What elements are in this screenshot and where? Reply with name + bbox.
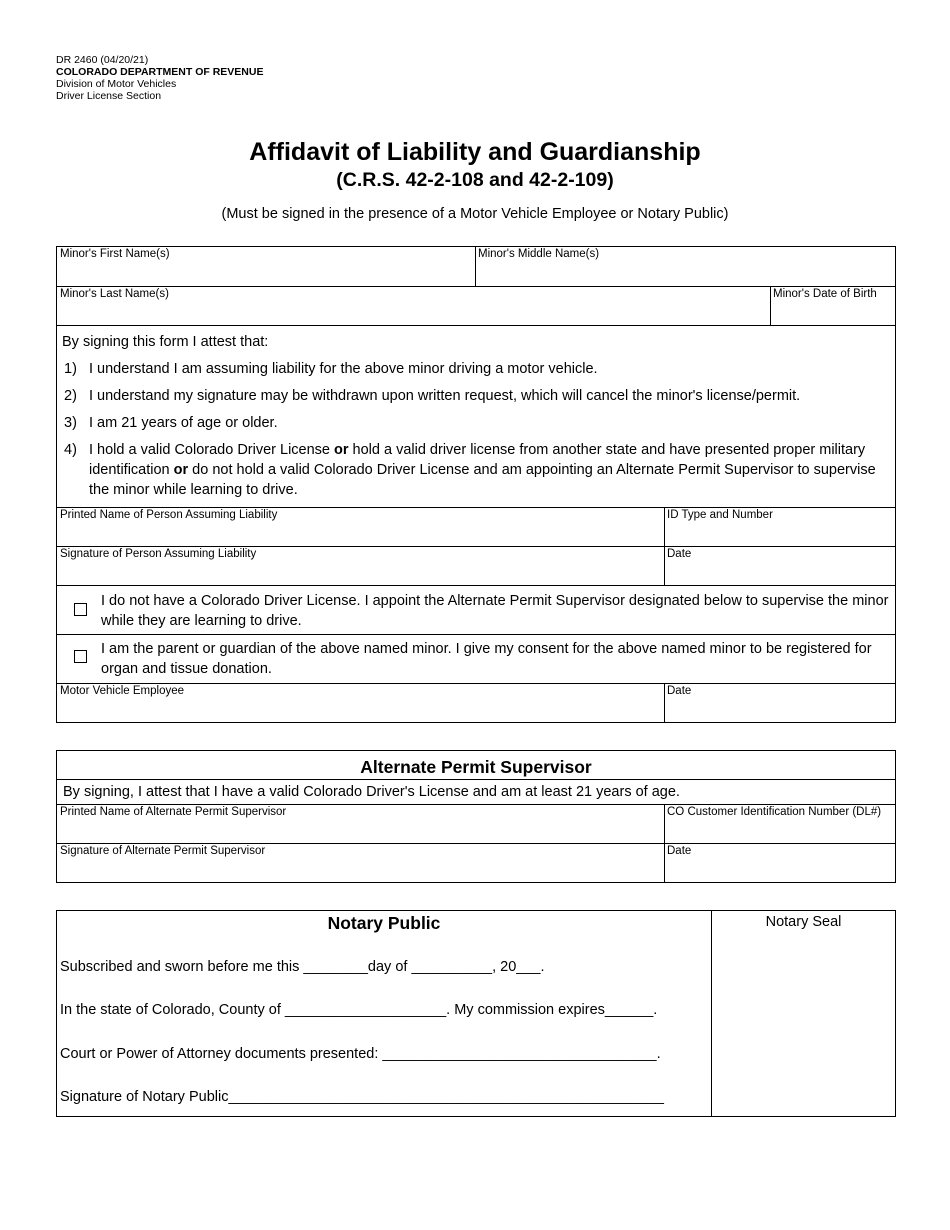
supervisor-attest: By signing, I attest that I have a valid Colorado Driver's License and am at least 21 years of age. xyxy=(63,784,680,800)
attest-item-number: 2) xyxy=(64,388,77,404)
minor-middle-name-label: Minor's Middle Name(s) xyxy=(478,248,600,260)
minor-last-name-label: Minor's Last Name(s) xyxy=(60,288,169,300)
notary-sworn-line[interactable]: Subscribed and sworn before me this ________day of __________, 20___. xyxy=(60,959,545,975)
attest-item: I understand my signature may be withdrawn upon written request, which will cancel the minor's license/permit. xyxy=(89,388,801,404)
id-type-number-field[interactable] xyxy=(664,508,895,546)
attest-item-number: 1) xyxy=(64,361,77,377)
attest-item-number: 4) xyxy=(64,442,77,458)
form-header xyxy=(56,54,263,102)
minor-dob-field[interactable] xyxy=(770,287,895,325)
supervisor-title: Alternate Permit Supervisor xyxy=(360,757,592,777)
minor-dob-label: Minor's Date of Birth xyxy=(773,288,877,300)
statute-reference: (C.R.S. 42-2-108 and 42-2-109) xyxy=(336,169,614,191)
motor-vehicle-employee-label: Motor Vehicle Employee xyxy=(60,685,185,697)
attest-item-number: 3) xyxy=(64,415,77,431)
supervisor-date-field[interactable] xyxy=(664,844,895,882)
page-title: Affidavit of Liability and Guardianship xyxy=(249,138,701,166)
division-name: Division of Motor Vehicles xyxy=(56,78,177,90)
notary-county-line[interactable]: In the state of Colorado, County of ____________________. My commission expires______. xyxy=(60,1002,658,1018)
liability-printed-name-label: Printed Name of Person Assuming Liability xyxy=(60,509,278,521)
supervisor-printed-name-field[interactable] xyxy=(57,805,664,843)
liability-signature-field[interactable] xyxy=(57,547,664,585)
section-name: Driver License Section xyxy=(56,90,162,102)
notary-seal-label: Notary Seal xyxy=(765,914,842,930)
supervisor-signature-field[interactable] xyxy=(57,844,664,882)
supervisor-date-label: Date xyxy=(667,845,692,857)
form-code: DR 2460 (04/20/21) xyxy=(56,54,149,66)
employee-date-field[interactable] xyxy=(664,684,895,722)
attest-item: I understand I am assuming liability for the above minor driving a motor vehicle. xyxy=(89,361,598,377)
notary-title: Notary Public xyxy=(327,913,441,933)
employee-date-label: Date xyxy=(667,685,692,697)
customer-id-number-field[interactable] xyxy=(664,805,895,843)
alternate-supervisor-section xyxy=(56,750,896,883)
signing-instruction: (Must be signed in the presence of a Motor Vehicle Employee or Notary Public) xyxy=(221,206,729,222)
motor-vehicle-employee-field[interactable] xyxy=(57,684,664,722)
minor-last-name-field[interactable] xyxy=(57,287,770,325)
attest-item: I hold a valid Colorado Driver License or hold a valid driver license from another state and have presented proper military identification or do not hold a valid Colorado Driver License and am appointing an Alternate Permit Supervisor to supervise the minor while learning to drive. xyxy=(89,442,876,498)
no-license-checkbox[interactable] xyxy=(74,603,87,616)
supervisor-printed-name-label: Printed Name of Alternate Permit Supervisor xyxy=(60,806,287,818)
liability-printed-name-field[interactable] xyxy=(57,508,664,546)
minor-first-name-label: Minor's First Name(s) xyxy=(60,248,170,260)
notary-section xyxy=(56,910,896,1117)
minor-first-name-field[interactable] xyxy=(57,247,475,286)
department-name: COLORADO DEPARTMENT OF REVENUE xyxy=(56,66,264,78)
organ-consent-text: I am the parent or guardian of the above named minor. I give my consent for the above named minor to be registered for organ and tissue donation. xyxy=(101,641,872,677)
notary-documents-line[interactable]: Court or Power of Attorney documents presented: __________________________________. xyxy=(60,1046,661,1062)
customer-id-number-label: CO Customer Identification Number (DL#) xyxy=(667,806,882,818)
no-license-text: I do not have a Colorado Driver License. I appoint the Alternate Permit Supervisor designated below to supervise the minor while they are learning to drive. xyxy=(101,593,889,629)
notary-signature-line[interactable]: Signature of Notary Public______________________________________________________ xyxy=(60,1089,664,1105)
notary-seal-area xyxy=(712,912,895,932)
attest-intro: By signing this form I attest that: xyxy=(62,334,269,350)
attest-item: I am 21 years of age or older. xyxy=(89,415,278,431)
liability-date-label: Date xyxy=(667,548,692,560)
supervisor-signature-label: Signature of Alternate Permit Supervisor xyxy=(60,845,266,857)
organ-consent-checkbox[interactable] xyxy=(74,650,87,663)
liability-signature-label: Signature of Person Assuming Liability xyxy=(60,548,257,560)
affidavit-section xyxy=(56,246,896,723)
id-type-number-label: ID Type and Number xyxy=(667,509,773,521)
liability-date-field[interactable] xyxy=(664,547,895,585)
minor-middle-name-field[interactable] xyxy=(475,247,895,286)
